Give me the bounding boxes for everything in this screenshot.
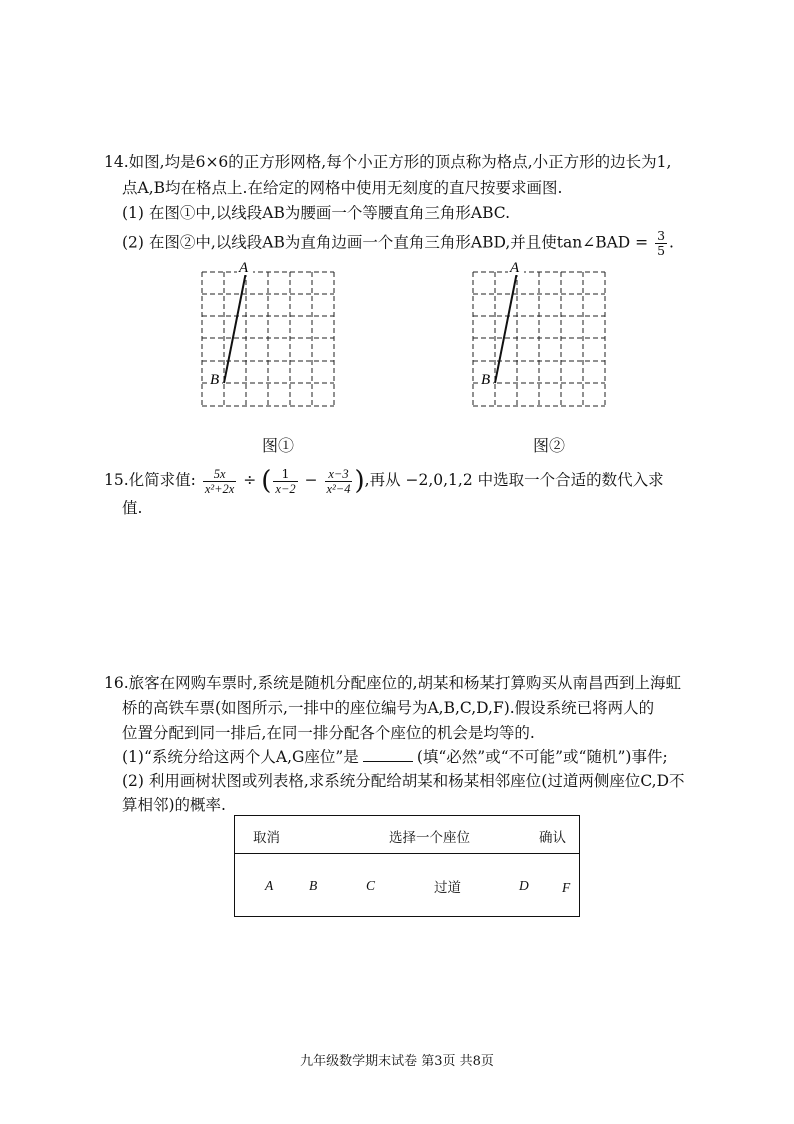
figure-1-grid xyxy=(195,262,355,412)
aisle-label: 过道 xyxy=(434,880,461,896)
seat-c[interactable]: C xyxy=(366,878,376,893)
segment-ab xyxy=(495,272,517,383)
q16-line1: 16.旅客在网购车票时,系统是随机分配座位的,胡某和杨某打算购买从南昌西到上海虹 xyxy=(104,674,682,692)
fraction-x-3: $\frac{x-3}{\text{x²−4}}$ xyxy=(326,466,351,496)
point-b-label: B xyxy=(210,372,220,388)
q16-line2: 桥的高铁车票(如图所示,一排中的座位编号为A,B,C,D,F).假设系统已将两人的 xyxy=(122,699,655,717)
segment-ab xyxy=(224,272,246,383)
q14-sub1: (1) 在图①中,以线段AB为腰画一个等腰直角三角形ABC. xyxy=(122,204,511,222)
q16-sub2-line2: 算相邻)的概率. xyxy=(122,796,226,814)
seat-a[interactable]: A xyxy=(265,878,274,893)
seat-selection-panel xyxy=(234,815,580,917)
seat-selection-title: 选择一个座位 xyxy=(389,830,470,846)
q14-sub2: (2) 在图②中,以线段AB为直角边画一个直角三角形ABD,并且使tan∠BAD = $\frac{3}{5}$ . xyxy=(122,228,674,258)
q15-line1: 15.化简求值: $\frac{5x}{\text{x²+2x}}$ ÷ ( $\frac{1}{x-2}$ − $\frac{x-3}{\text{x²−4}}$ ),再从 −2,0,1,2 中选取一个合适的数代入求 xyxy=(104,465,664,496)
tan-fraction: $\frac{3}{5}$ xyxy=(657,228,666,258)
right-paren: ) xyxy=(354,466,365,496)
caption-figure-2: 图② xyxy=(533,436,566,455)
q16-sub2-line1: (2) 利用画树状图或列表格,求系统分配给胡某和杨某相邻座位(过道两侧座位C,D不 xyxy=(122,772,685,790)
page-footer: 九年级数学期末试卷 第3页 共8页 xyxy=(300,1054,494,1069)
seat-f[interactable]: F xyxy=(562,880,571,895)
q16-sub1: (1)“系统分给这两个人A,G座位”是 (填“必然”或“不可能”或“随机”)事件; xyxy=(122,748,668,766)
seat-b[interactable]: B xyxy=(309,878,318,893)
point-a-label: A xyxy=(510,262,520,276)
caption-figure-1: 图① xyxy=(262,436,295,455)
fraction-5x: $\frac{5x}{\text{x²+2x}}$ xyxy=(204,466,235,496)
point-b-label: B xyxy=(481,372,491,388)
answer-blank xyxy=(363,747,413,762)
left-paren: ( xyxy=(261,466,272,496)
q15-line2: 值. xyxy=(122,499,143,517)
figure-2-grid xyxy=(466,262,626,412)
cancel-button[interactable]: 取消 xyxy=(253,830,280,846)
confirm-button[interactable]: 确认 xyxy=(539,830,566,846)
q16-line3: 位置分配到同一排后,在同一排分配各个座位的机会是均等的. xyxy=(122,724,535,742)
point-a-label: A xyxy=(239,262,249,276)
q14-line1: 14.如图,均是6×6的正方形网格,每个小正方形的顶点称为格点,小正方形的边长为1, xyxy=(104,153,672,171)
q14-line2: 点A,B均在格点上.在给定的网格中使用无刻度的直尺按要求画图. xyxy=(122,179,563,197)
fraction-1: $\frac{1}{x-2}$ xyxy=(275,465,296,496)
seat-d[interactable]: D xyxy=(519,878,529,893)
